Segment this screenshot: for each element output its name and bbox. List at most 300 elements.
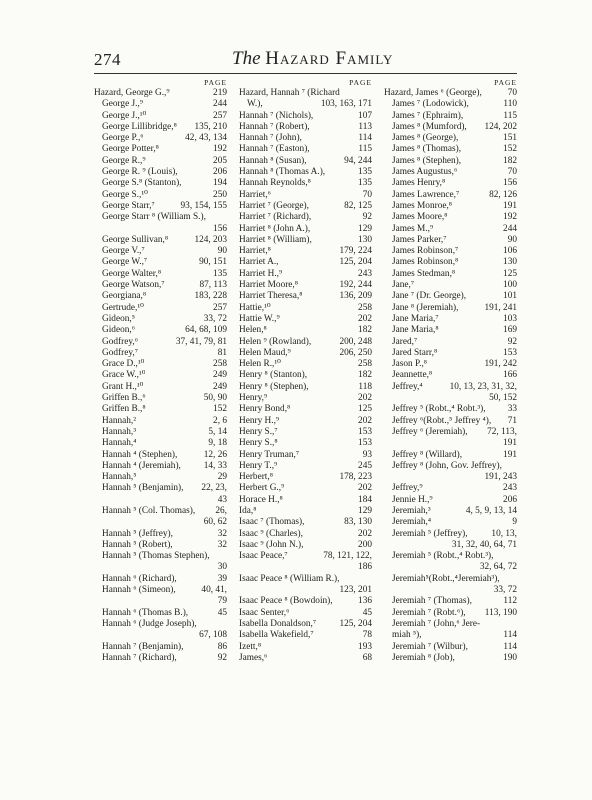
index-entry xyxy=(94,190,227,201)
entry-pages: 101 xyxy=(503,291,517,302)
entry-pages: 37, 41, 79, 81 xyxy=(175,336,227,347)
entry-name: Isaac Senter,⁶ xyxy=(239,607,290,618)
entry-name: Isabella Wakefield,⁷ xyxy=(239,630,314,641)
entry-name: Henry Bond,⁸ xyxy=(239,404,291,415)
index-entry xyxy=(239,472,372,483)
index-entry xyxy=(94,642,227,653)
index-entry xyxy=(94,404,227,415)
entry-name: Henry ⁸ (Stephen), xyxy=(239,381,309,392)
entry-name: Isaac Peace ⁸ (Bowdoin), xyxy=(239,596,333,607)
entry-pages: 257 xyxy=(213,110,227,121)
index-entry xyxy=(94,314,227,325)
entry-pages: 202 xyxy=(358,313,372,324)
index-entry xyxy=(239,370,372,381)
entry-pages: 194 xyxy=(213,178,227,189)
entry-name: Hazard, Hannah ⁷ (Richard xyxy=(239,88,340,98)
entry-pages: 10, 13, xyxy=(491,528,517,539)
entry-name: Jared,⁷ xyxy=(392,336,418,347)
entry-name: Jane,⁷ xyxy=(392,280,415,291)
entry-name: Hannah,⁵ xyxy=(102,472,137,483)
index-entry xyxy=(94,156,227,167)
index-entry xyxy=(239,404,372,415)
entry-pages: 130 xyxy=(503,257,517,268)
entry-pages: 70 xyxy=(507,167,517,178)
entry-name: Gertrude,¹⁰ xyxy=(102,302,144,313)
entry-pages: 92 xyxy=(362,212,372,223)
entry-name: Harriet H.,⁹ xyxy=(239,268,283,279)
entry-pages: 125 xyxy=(503,268,517,279)
index-entry xyxy=(384,359,517,370)
entry-pages: 191 xyxy=(503,449,517,460)
index-entry xyxy=(384,653,517,664)
entry-pages: 200, 248 xyxy=(339,336,372,347)
entry-pages: 78, 121, 122, xyxy=(323,551,372,562)
entry-pages: 14, 33 xyxy=(203,460,227,471)
index-entry xyxy=(384,472,517,483)
index-entry xyxy=(94,438,227,449)
entry-name: James M.,⁹ xyxy=(392,223,434,234)
entry-pages: 153 xyxy=(503,347,517,358)
index-columns xyxy=(94,77,517,777)
entry-name: Jeremiah ⁷ (John,⁶ Jere- xyxy=(392,618,481,629)
index-entry xyxy=(384,562,517,573)
index-entry xyxy=(239,224,372,235)
entry-pages: 86 xyxy=(217,641,227,652)
index-entry xyxy=(384,190,517,201)
entry-pages: 9 xyxy=(512,517,517,528)
entry-pages: 94, 244 xyxy=(344,155,372,166)
index-entry xyxy=(384,133,517,144)
entry-name: George J.,⁹ xyxy=(102,99,144,110)
entry-name: James Robinson,⁷ xyxy=(392,246,459,257)
index-entry xyxy=(384,348,517,359)
entry-pages: 129 xyxy=(358,505,372,516)
index-entry xyxy=(239,291,372,302)
entry-name: George R. ⁹ (Louis), xyxy=(102,167,178,178)
entry-pages: 112 xyxy=(503,596,517,607)
index-entry xyxy=(239,246,372,257)
index-entry xyxy=(384,111,517,122)
index-entry xyxy=(239,167,372,178)
index-entry xyxy=(384,574,517,585)
entry-name: Harriet ⁷ (George), xyxy=(239,200,309,211)
entry-name: Jeffrey,⁹ xyxy=(392,483,423,494)
index-entry xyxy=(239,596,372,607)
entry-name: Herbert G.,⁹ xyxy=(239,483,285,494)
index-entry xyxy=(239,551,372,562)
column-page-label: PAGE xyxy=(349,78,372,87)
index-entry xyxy=(94,359,227,370)
index-entry xyxy=(384,314,517,325)
entry-name: Gideon,⁵ xyxy=(102,313,135,324)
index-entry xyxy=(239,506,372,517)
entry-name: George Watson,⁷ xyxy=(102,280,165,291)
index-entry xyxy=(239,122,372,133)
index-entry xyxy=(94,562,227,573)
running-title xyxy=(232,48,393,70)
entry-name: James ⁷ (Lodowick), xyxy=(392,99,469,110)
entry-name: Hannah ⁷ (Benjamin), xyxy=(102,641,184,652)
entry-pages: 200 xyxy=(358,539,372,550)
index-entry xyxy=(239,257,372,268)
index-entry xyxy=(384,506,517,517)
index-entry xyxy=(384,224,517,235)
entry-pages: 110 xyxy=(503,99,517,110)
entry-pages: 29 xyxy=(217,472,227,483)
entry-name: George J.,¹⁰ xyxy=(102,110,147,121)
entry-name: George S.,¹⁰ xyxy=(102,189,148,200)
index-entry xyxy=(239,630,372,641)
entry-name: Jeremiah ⁵ (Jeffrey), xyxy=(392,528,468,539)
entry-pages: 12, 26 xyxy=(203,449,227,460)
entry-name: Henry Truman,⁷ xyxy=(239,449,300,460)
index-entry xyxy=(239,653,372,664)
entry-name: Henry S.,⁷ xyxy=(239,426,278,437)
entry-name: Ida,⁸ xyxy=(239,505,257,516)
entry-name: Hannah ⁵ (Benjamin), xyxy=(102,483,184,494)
index-entry xyxy=(239,235,372,246)
index-entry xyxy=(94,325,227,336)
entry-pages: 82, 125 xyxy=(344,200,372,211)
entry-pages: 191 xyxy=(503,438,517,449)
index-entry xyxy=(239,585,372,596)
entry-pages: 178, 223 xyxy=(339,472,372,483)
index-entry xyxy=(384,529,517,540)
entry-name: Helen R.,¹⁰ xyxy=(239,359,281,370)
entry-name: James Monroe,⁸ xyxy=(392,200,453,211)
index-entry xyxy=(384,167,517,178)
entry-pages: 26, xyxy=(215,505,227,516)
index-entry xyxy=(384,608,517,619)
index-entry xyxy=(384,122,517,133)
entry-name: Hannah ⁴ (Jeremiah), xyxy=(102,460,181,471)
index-entry xyxy=(384,450,517,461)
entry-name: Godfrey,⁶ xyxy=(102,336,138,347)
index-entry xyxy=(239,303,372,314)
entry-pages: 93, 154, 155 xyxy=(180,200,227,211)
index-entry xyxy=(239,427,372,438)
index-entry xyxy=(239,642,372,653)
entry-pages: 153 xyxy=(358,426,372,437)
index-entry xyxy=(94,416,227,427)
entry-name: Jeffrey ⁵ (Robt.,⁴ Robt.³), xyxy=(392,404,486,415)
entry-pages xyxy=(515,574,517,585)
index-entry xyxy=(384,393,517,404)
index-entry xyxy=(384,88,517,99)
index-entry xyxy=(94,201,227,212)
entry-name: Harriet Moore,⁸ xyxy=(239,280,298,291)
entry-name: James Parker,⁷ xyxy=(392,234,447,245)
entry-pages: 202 xyxy=(358,483,372,494)
index-entry xyxy=(384,325,517,336)
entry-pages: 250 xyxy=(213,189,227,200)
entry-name: Jeffrey ⁸ (Willard), xyxy=(392,449,463,460)
entry-name: Harriet ⁸ (John A.), xyxy=(239,223,311,234)
index-entry xyxy=(94,427,227,438)
index-entry xyxy=(384,235,517,246)
entry-pages: 33, 72 xyxy=(203,313,227,324)
entry-pages: 182 xyxy=(358,325,372,336)
entry-name: Izett,⁸ xyxy=(239,641,262,652)
entry-pages: 60, 62 xyxy=(203,517,227,528)
entry-pages: 72, 113, xyxy=(487,426,517,437)
entry-pages: 90 xyxy=(507,234,517,245)
entry-pages: 219 xyxy=(213,88,227,98)
entry-pages: 40, 41, xyxy=(201,585,227,596)
entry-pages: 206, 250 xyxy=(339,347,372,358)
entry-pages: 115 xyxy=(358,144,372,155)
index-entry xyxy=(384,99,517,110)
entry-pages: 130 xyxy=(358,234,372,245)
entry-pages: 151 xyxy=(503,133,517,144)
entry-name: Hannah ⁴ (Stephen), xyxy=(102,449,178,460)
entry-name: Hannah ⁵ (Thomas Stephen), xyxy=(102,551,210,562)
entry-pages: 182 xyxy=(503,155,517,166)
entry-name: Hannah ⁶ (Thomas B.), xyxy=(102,607,189,618)
index-entry xyxy=(239,562,372,573)
entry-pages: 258 xyxy=(358,359,372,370)
entry-pages: 42, 43, 134 xyxy=(185,133,227,144)
entry-name: Hannah,³ xyxy=(102,426,137,437)
index-entry xyxy=(94,574,227,585)
index-entry xyxy=(94,348,227,359)
entry-name: George R.,⁹ xyxy=(102,155,146,166)
entry-pages: 71 xyxy=(507,415,517,426)
entry-pages: 169 xyxy=(503,325,517,336)
index-entry xyxy=(239,337,372,348)
entry-name: Hannah ⁷ (Easton), xyxy=(239,144,310,155)
entry-pages: 45 xyxy=(362,607,372,618)
index-entry xyxy=(94,506,227,517)
index-column-1 xyxy=(94,77,227,664)
entry-pages: 79 xyxy=(217,596,227,607)
index-entry xyxy=(384,630,517,641)
entry-name: Henry S.,⁸ xyxy=(239,438,278,449)
entry-pages: 152 xyxy=(503,144,517,155)
index-entry xyxy=(94,517,227,528)
entry-pages: 67, 108 xyxy=(199,630,227,641)
entry-pages: 258 xyxy=(358,302,372,313)
entry-pages: 193 xyxy=(358,641,372,652)
entry-pages: 5, 14 xyxy=(208,426,227,437)
entry-name: Hannah ⁶ (Richard), xyxy=(102,573,177,584)
index-entry xyxy=(239,111,372,122)
index-entry xyxy=(384,427,517,438)
index-entry xyxy=(94,224,227,235)
index-entry xyxy=(239,529,372,540)
entry-pages: 135 xyxy=(213,268,227,279)
entry-pages: 202 xyxy=(358,415,372,426)
entry-pages: 182 xyxy=(358,370,372,381)
index-entry xyxy=(239,144,372,155)
entry-pages xyxy=(225,551,227,562)
entry-pages xyxy=(515,551,517,562)
entry-pages: 192, 244 xyxy=(339,280,372,291)
entry-name: James ⁸ (Stephen), xyxy=(392,155,462,166)
index-entry xyxy=(384,201,517,212)
entry-pages: 50, 90 xyxy=(203,393,227,404)
entry-name: Hazard, James ⁶ (George), xyxy=(384,88,482,98)
entry-name: Hattie,¹⁰ xyxy=(239,302,271,313)
entry-name: Jeffrey ⁶(Robt.,⁵ Jeffrey ⁴), xyxy=(392,415,492,426)
entry-pages: 100 xyxy=(503,280,517,291)
index-entry xyxy=(94,144,227,155)
entry-name: Isaac Peace ⁸ (William R.), xyxy=(239,573,340,584)
index-entry xyxy=(94,596,227,607)
index-entry xyxy=(384,178,517,189)
entry-pages: 243 xyxy=(503,483,517,494)
entry-name: Gideon,⁶ xyxy=(102,325,135,336)
index-entry xyxy=(384,585,517,596)
entry-name: Henry,⁹ xyxy=(239,393,268,404)
index-entry xyxy=(384,370,517,381)
entry-name: Griffen B.,⁸ xyxy=(102,404,146,415)
entry-pages: 90, 151 xyxy=(199,257,227,268)
entry-name: Jeremiah,³ xyxy=(392,505,431,516)
entry-name: James ⁸ (Mumford), xyxy=(392,121,467,132)
index-entry xyxy=(94,212,227,223)
entry-name: W.), xyxy=(247,99,263,110)
index-entry xyxy=(239,517,372,528)
entry-name: James,⁶ xyxy=(239,652,268,663)
entry-name: Jeffrey ⁸ (John, Gov. Jeffrey), xyxy=(392,460,502,471)
entry-pages: 92 xyxy=(217,652,227,663)
entry-name: Hannah ⁵ (Robert), xyxy=(102,539,173,550)
entry-pages: 93 xyxy=(362,449,372,460)
entry-name: James ⁸ (Thomas), xyxy=(392,144,462,155)
index-entry xyxy=(94,483,227,494)
entry-name: James Stedman,⁸ xyxy=(392,268,456,279)
entry-name: Harriet ⁷ (Richard), xyxy=(239,212,312,223)
entry-name: George Potter,⁸ xyxy=(102,144,159,155)
entry-pages: 135, 210 xyxy=(194,121,227,132)
index-entry xyxy=(94,88,227,99)
entry-pages xyxy=(225,619,227,630)
index-entry xyxy=(384,438,517,449)
index-entry xyxy=(94,472,227,483)
entry-pages: 22, 23, xyxy=(201,483,227,494)
entry-name: Henry T.,⁹ xyxy=(239,460,278,471)
index-entry xyxy=(239,619,372,630)
index-entry xyxy=(384,144,517,155)
entry-name: Isaac Peace,⁷ xyxy=(239,551,288,562)
index-entry xyxy=(94,551,227,562)
entry-pages: 191 xyxy=(503,200,517,211)
entry-name: James Henry,⁸ xyxy=(392,178,446,189)
entry-name: Hannah ⁸ (Susan), xyxy=(239,155,307,166)
index-entry xyxy=(94,122,227,133)
entry-pages: 83, 130 xyxy=(344,517,372,528)
entry-name: James Lawrence,⁷ xyxy=(392,189,460,200)
entry-pages: 244 xyxy=(213,99,227,110)
entry-pages: 257 xyxy=(213,302,227,313)
index-entry xyxy=(94,495,227,506)
entry-name: Hannah ⁷ (John), xyxy=(239,133,302,144)
entry-pages: 70 xyxy=(507,88,517,98)
index-entry xyxy=(94,370,227,381)
entry-pages: 4, 5, 9, 13, 14 xyxy=(465,505,517,516)
entry-pages: 10, 13, 23, 31, 32, xyxy=(449,381,517,392)
entry-name: Hannah Reynolds,⁸ xyxy=(239,178,311,189)
index-entry xyxy=(94,608,227,619)
entry-pages: 78 xyxy=(362,630,372,641)
entry-name: Hannah ⁵ (Col. Thomas), xyxy=(102,505,196,516)
index-entry xyxy=(239,574,372,585)
index-entry xyxy=(239,178,372,189)
entry-pages: 43 xyxy=(217,494,227,505)
entry-name: Hannah ⁷ (Nichols), xyxy=(239,110,314,121)
entry-pages xyxy=(515,619,517,630)
index-entry xyxy=(94,529,227,540)
index-entry xyxy=(239,280,372,291)
entry-pages: 179, 224 xyxy=(339,246,372,257)
entry-pages: 103 xyxy=(503,313,517,324)
index-entry xyxy=(239,156,372,167)
index-entry xyxy=(239,212,372,223)
entry-pages: 205 xyxy=(213,155,227,166)
entry-pages: 249 xyxy=(213,381,227,392)
entry-name: Georgiana,⁸ xyxy=(102,291,147,302)
entry-name: Helen,⁸ xyxy=(239,325,267,336)
header-rule xyxy=(94,73,517,74)
entry-pages: 113, 190 xyxy=(484,607,517,618)
entry-name: James ⁸ (George), xyxy=(392,133,459,144)
entry-pages: 183, 228 xyxy=(194,291,227,302)
entry-name: Jane ⁸ (Jeremiah), xyxy=(392,302,459,313)
entry-name: Jane ⁷ (Dr. George), xyxy=(392,291,467,302)
entry-name: George Sullivan,⁸ xyxy=(102,234,169,245)
entry-pages: 136, 209 xyxy=(339,291,372,302)
entry-name: Hannah ⁷ (Robert), xyxy=(239,121,310,132)
index-entry xyxy=(384,382,517,393)
entry-name: Isaac ⁹ (Charles), xyxy=(239,528,303,539)
index-entry xyxy=(384,551,517,562)
index-entry xyxy=(239,88,372,99)
index-entry xyxy=(94,630,227,641)
entry-name: George P.,⁶ xyxy=(102,133,144,144)
entry-name: Hattie W.,⁹ xyxy=(239,313,280,324)
column-page-label: PAGE xyxy=(494,78,517,87)
entry-pages: 166 xyxy=(503,370,517,381)
entry-pages: 45 xyxy=(217,607,227,618)
index-entry xyxy=(384,416,517,427)
index-entry xyxy=(239,325,372,336)
entry-pages: 33, 72 xyxy=(493,585,517,596)
entry-name: Grace D.,¹⁰ xyxy=(102,359,145,370)
entry-pages: 124, 202 xyxy=(484,121,517,132)
entry-name: Jeremiah ⁸ (Job), xyxy=(392,652,455,663)
index-entry xyxy=(239,416,372,427)
index-entry xyxy=(239,201,372,212)
entry-name: Hannah,⁴ xyxy=(102,438,137,449)
entry-name: Hannah ⁵ (Jeffrey), xyxy=(102,528,173,539)
entry-pages: 125, 204 xyxy=(339,618,372,629)
index-entry xyxy=(94,111,227,122)
index-entry xyxy=(94,337,227,348)
entry-pages xyxy=(515,461,517,472)
entry-name: Jeffrey ⁶ (Jeremiah), xyxy=(392,426,468,437)
index-entry xyxy=(239,269,372,280)
entry-pages: 106 xyxy=(503,246,517,257)
entry-pages: 87, 113 xyxy=(199,280,227,291)
entry-pages: 70 xyxy=(362,189,372,200)
entry-pages: 192 xyxy=(503,212,517,223)
entry-pages xyxy=(225,212,227,223)
index-entry xyxy=(94,450,227,461)
index-entry xyxy=(239,461,372,472)
index-entry xyxy=(94,257,227,268)
index-entry xyxy=(94,382,227,393)
